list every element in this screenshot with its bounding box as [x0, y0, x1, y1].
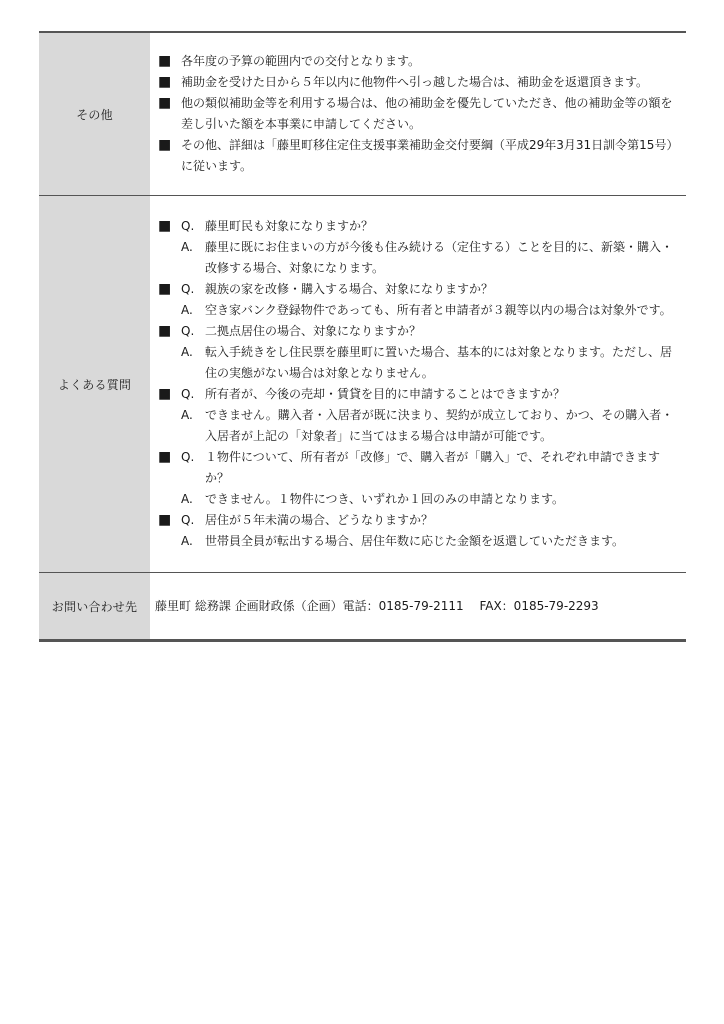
faq-question [158, 447, 678, 489]
question-text: １物件について、所有者が「改修」で、購入者が「購入」で、それぞれ申請できますか？ [205, 450, 661, 485]
section-other [39, 31, 686, 196]
item-text: 各年度の予算の範囲内での交付となります。 [181, 54, 421, 68]
answer-text: できません。購入者・入居者が既に決まり、契約が成立しており、かつ、その購入者・入居者が上記の「対象者」に当てはまる場合は申請が可能です。 [205, 408, 674, 443]
square-bullet-icon: ■ [158, 281, 172, 297]
answer-mark-label: A. [181, 240, 193, 254]
question-mark-label: Q. [181, 324, 195, 338]
square-bullet-icon: ■ [158, 137, 172, 153]
section-content-other [150, 33, 686, 195]
section-content-faq [150, 196, 686, 572]
answer-mark-label: A. [181, 534, 193, 548]
faq-answer [158, 342, 678, 384]
answer-text: 世帯員全員が転出する場合、居住年数に応じた金額を返還していただきます。 [205, 534, 625, 548]
question-text: 所有者が、今後の売却・賃貸を目的に申請することはできますか？ [205, 387, 566, 401]
section-label-contact: お問い合わせ先 [39, 573, 150, 639]
answer-mark-label: A. [181, 492, 193, 506]
section-label-other: その他 [39, 33, 150, 195]
question-text: 藤里町民も対象になりますか？ [205, 219, 374, 233]
answer-text: 空き家バンク登録物件であっても、所有者と申請者が３親等以内の場合は対象外です。 [205, 303, 672, 317]
faq-answer [158, 300, 678, 321]
square-bullet-icon: ■ [158, 74, 172, 90]
square-bullet-icon: ■ [158, 53, 172, 69]
square-bullet-icon: ■ [158, 512, 172, 528]
question-text: 二拠点居住の場合、対象になりますか？ [205, 324, 422, 338]
question-mark-label: Q. [181, 387, 195, 401]
faq-answer [158, 489, 678, 510]
square-bullet-icon: ■ [158, 95, 172, 111]
list-item [158, 135, 678, 177]
contact-info-text: 藤里町 総務課 企画財政係（企画）電話：0185-79-2111 FAX：0185-79-2293 [155, 599, 599, 613]
faq-answer [158, 237, 678, 279]
list-item [158, 72, 678, 93]
section-label-faq: よくある質問 [39, 196, 150, 572]
item-text: 補助金を受けた日から５年以内に他物件へ引っ越した場合は、補助金を返還頂きます。 [181, 75, 649, 89]
question-text: 居住が５年未満の場合、どうなりますか？ [205, 513, 434, 527]
info-table [39, 31, 686, 642]
answer-mark-label: A. [181, 303, 193, 317]
question-mark-label: Q. [181, 513, 195, 527]
list-item [158, 93, 678, 135]
faq-question [158, 321, 678, 342]
answer-text: 藤里に既にお住まいの方が今後も住み続ける（定住する）ことを目的に、新築・購入・改修する場合、対象になります。 [205, 240, 674, 275]
question-mark-label: Q. [181, 450, 195, 464]
question-mark-label: Q. [181, 219, 195, 233]
section-contact [39, 573, 686, 642]
list-item [158, 51, 678, 72]
faq-question [158, 510, 678, 531]
answer-text: 転入手続きをし住民票を藤里町に置いた場合、基本的には対象となります。ただし、居住の実態がない場合は対象となりません。 [205, 345, 673, 380]
item-text: その他、詳細は「藤里町移住定住支援事業補助金交付要綱（平成29年3月31日訓令第15号）に従います。 [181, 138, 673, 173]
section-faq [39, 196, 686, 573]
faq-answer [158, 531, 678, 552]
square-bullet-icon: ■ [158, 323, 172, 339]
answer-mark-label: A. [181, 408, 193, 422]
answer-mark-label: A. [181, 345, 193, 359]
question-mark-label: Q. [181, 282, 195, 296]
faq-question [158, 279, 678, 300]
square-bullet-icon: ■ [158, 449, 172, 465]
square-bullet-icon: ■ [158, 386, 172, 402]
item-text: 他の類似補助金等を利用する場合は、他の補助金を優先していただき、他の補助金等の額を差し引いた額を本事業に申請してください。 [181, 96, 673, 131]
faq-answer [158, 405, 678, 447]
question-text: 親族の家を改修・購入する場合、対象になりますか？ [205, 282, 494, 296]
answer-text: できません。１物件につき、いずれか１回のみの申請となります。 [205, 492, 565, 506]
section-content-contact [150, 573, 686, 639]
faq-question [158, 384, 678, 405]
faq-question [158, 216, 678, 237]
square-bullet-icon: ■ [158, 218, 172, 234]
